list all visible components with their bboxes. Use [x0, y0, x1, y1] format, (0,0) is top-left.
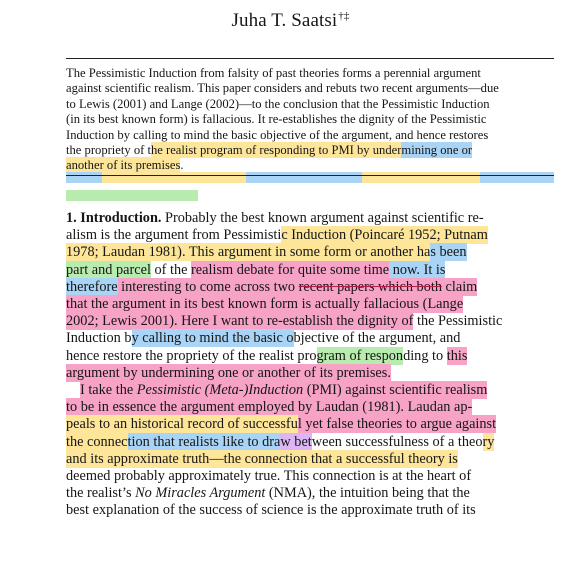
body-line: best explanation of the success of science is the approximate truth of its: [66, 502, 476, 519]
highlight-pink: I take the: [80, 382, 137, 399]
highlight-pink: argument by undermining one or another of its premises.: [66, 364, 391, 381]
abstract-text: .: [180, 158, 184, 173]
body-text: ween successfulness of a theo: [311, 433, 483, 450]
highlight-blue: y calling to mind the basic o: [131, 330, 294, 347]
body-line: [66, 313, 554, 330]
body-line: [66, 365, 554, 382]
body-text: hence restore the propriety of the realist pro: [66, 347, 317, 364]
body-line: [66, 485, 554, 502]
highlight-pink: claim: [441, 278, 478, 295]
body-line: [66, 434, 554, 451]
highlight-pink: 2002; Lewis 2001). Here I want to re-establish the dignity of: [66, 313, 414, 330]
body-line: deemed probably approximately true. This connection is at the heart of: [66, 468, 472, 485]
body-line: [66, 296, 554, 313]
body-line: [66, 262, 554, 279]
abstract-line: The Pessimistic Induction from falsity of past theories forms a perennial argument: [66, 66, 481, 80]
highlight-pink-struck: recent papers which both: [298, 278, 442, 295]
highlight-strip-yellow: [102, 172, 246, 183]
highlight-pink: this: [446, 347, 468, 364]
highlight-strip-blue: [480, 172, 554, 183]
highlight-strip-green: [66, 190, 198, 201]
abstract-bottom-rule: [66, 175, 554, 176]
highlight-yellow: another of its premises: [66, 158, 181, 173]
body-line: [66, 451, 554, 468]
highlight-pink: that the argument in its best known form is actually fallacious (Lange: [66, 296, 464, 313]
body-line: [66, 279, 554, 296]
author-name: Juha T. Saatsi: [231, 10, 338, 31]
section-heading: 1. Introduction.: [66, 210, 162, 226]
highlight-green: gram of respon: [316, 347, 404, 364]
highlight-blue: tion that realists like to dra: [127, 433, 281, 450]
body-line: [66, 244, 554, 261]
abstract-text: the propriety of t: [66, 143, 151, 158]
highlight-strip-yellow: [362, 172, 480, 183]
body-line: [66, 210, 554, 227]
body-text: the realist’s: [66, 485, 136, 502]
body-text: bjective of the argument, and: [293, 330, 461, 347]
highlight-yellow: he realist program of responding to PMI by under: [150, 143, 402, 158]
highlight-blue: mining one or: [401, 143, 473, 158]
highlight-yellow: peals to an historical record of successfu: [66, 416, 298, 433]
abstract-line: to Lewis (2001) and Lange (2002)—to the conclusion that the Pessimistic Induction: [66, 96, 490, 111]
highlight-pink: (PMI) against scientific realism: [303, 382, 488, 399]
body-text: ding to: [403, 347, 447, 364]
body-text: Probably the best known argument against scientific re-: [161, 210, 484, 226]
body-line: [66, 227, 554, 244]
body-text: Induction b: [66, 330, 132, 347]
introduction-section: [66, 210, 554, 520]
highlight-pink: interesting to come across two: [117, 278, 299, 295]
body-text: (NMA), the intuition being that the: [265, 485, 470, 502]
body-line: [66, 348, 554, 365]
highlight-pink: Pessimistic (Meta-)Induction: [136, 382, 304, 399]
highlight-blue: therefore: [66, 278, 118, 295]
body-text: alism is the argument from Pessimisti: [66, 227, 282, 244]
highlight-yellow: c Induction (Poincaré 1952; Putnam: [281, 227, 488, 244]
highlight-green: part and parcel: [66, 261, 151, 278]
body-line: [66, 416, 554, 433]
abstract-line: [66, 143, 554, 158]
abstract-top-rule: [66, 58, 554, 59]
body-text-italic: No Miracles Argument: [135, 485, 266, 502]
body-text: the Pessimistic: [413, 313, 503, 330]
author-heading: [0, 10, 581, 32]
highlight-pink: realism debate for quite some time: [191, 261, 390, 278]
author-footnote-marks: †‡: [338, 10, 350, 22]
highlight-yellow: ry: [482, 433, 495, 450]
highlight-yellow: 1978; Laudan 1981). This argument in some form or another ha: [66, 244, 431, 261]
highlight-pink: l yet false theories to argue against: [297, 416, 497, 433]
highlight-strip-blue: [246, 172, 362, 183]
highlight-yellow: the connec: [66, 433, 128, 450]
body-line: [66, 330, 554, 347]
highlight-blue: now. It is: [389, 261, 446, 278]
highlight-strip-blue: [66, 172, 102, 183]
highlight-pink: to be in essence the argument employed by Laudan (1981). Laudan ap-: [66, 399, 473, 416]
abstract: [66, 66, 554, 174]
abstract-line: Induction by calling to mind the basic objective of the argument, and hence restores: [66, 127, 489, 142]
abstract-line: against scientific realism. This paper considers and rebuts two recent arguments—due: [66, 81, 499, 96]
abstract-line: (in its best known form) is fallacious. It re-establishes the dignity of the Pessimistic: [66, 112, 487, 127]
body-line: [66, 382, 554, 399]
highlight-blue: s been: [430, 244, 467, 261]
highlight-violet: w bet: [280, 433, 312, 450]
body-line: [66, 399, 554, 416]
highlight-yellow: and its approximate truth—the connection that a successful theory is: [66, 450, 458, 467]
body-text: of the: [150, 261, 192, 278]
